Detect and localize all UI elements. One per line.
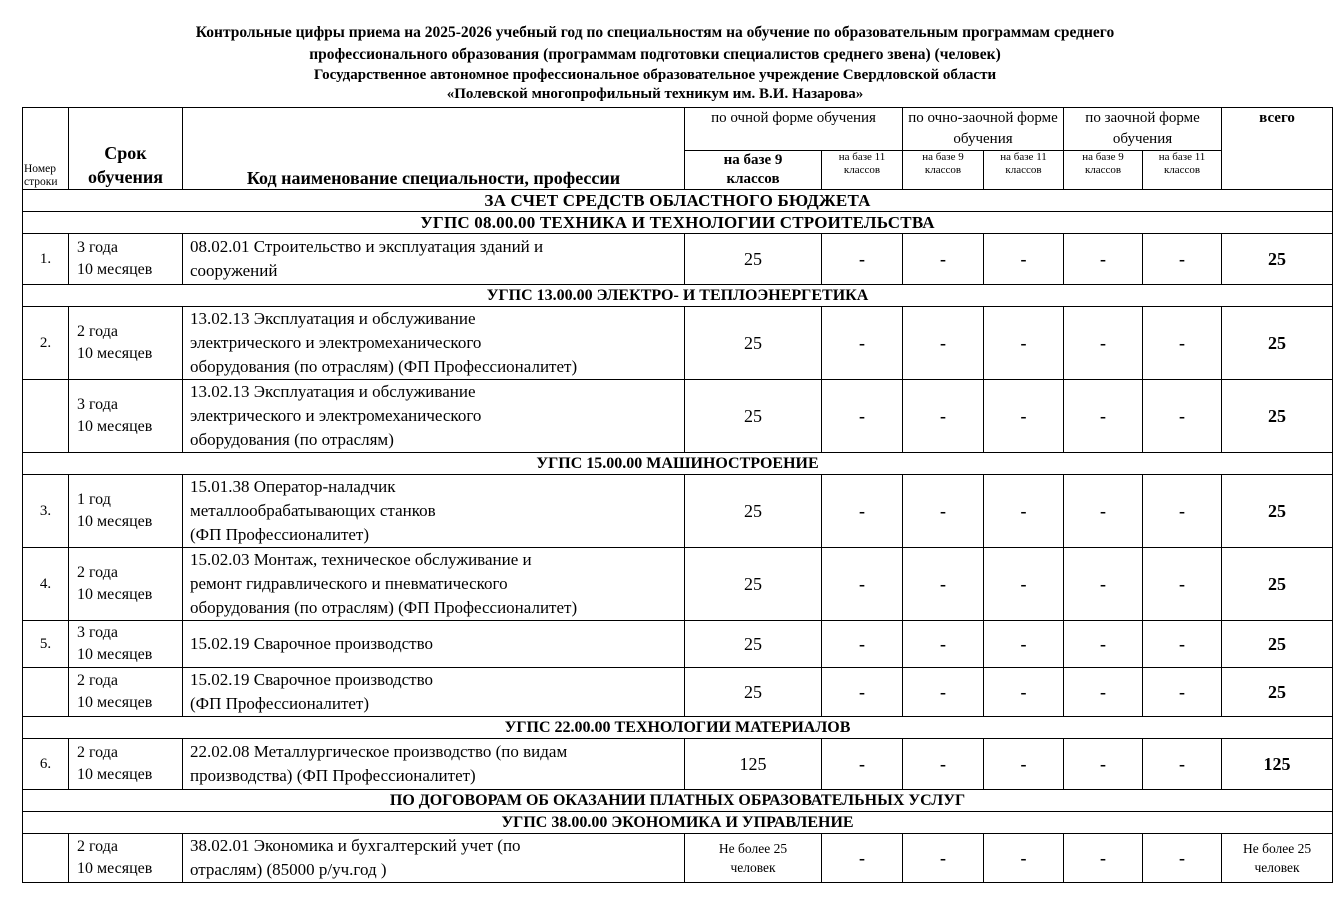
ugps-15: УГПС 15.00.00 МАШИНОСТРОЕНИЕ [23, 453, 1333, 475]
part-time-base11-cell: - [984, 475, 1064, 548]
specialty-line: отраслям) (85000 р/уч.год ) [190, 860, 387, 879]
term-cell [69, 548, 183, 621]
term-cell [69, 380, 183, 453]
part-time-base9-cell: - [903, 621, 984, 668]
term-years: 2 года [77, 323, 118, 340]
correspondence-base11-cell: - [1143, 548, 1222, 621]
full-time-base11-cell: - [822, 380, 903, 453]
row-number-cell: 3. [23, 475, 69, 548]
full-time-base9-cell: 25 [685, 548, 822, 621]
term-months: 10 месяцев [77, 513, 153, 530]
full-time-base11-cell: - [822, 834, 903, 883]
col-header-full-time-base9: на базе 9 классов [685, 151, 822, 190]
heading-line-2: профессионального образования (программам подготовки специалистов среднего звена) (человек) [309, 46, 1001, 63]
part-time-base11-cell: - [984, 548, 1064, 621]
term-years: 2 года [77, 838, 118, 855]
term-cell [69, 234, 183, 285]
term-cell [69, 621, 183, 668]
total-cell: 25 [1222, 621, 1333, 668]
term-months: 10 месяцев [77, 860, 153, 877]
table-row [23, 475, 1333, 548]
specialty-cell [183, 621, 685, 668]
total-cell: 25 [1222, 234, 1333, 285]
correspondence-base11-cell: - [1143, 234, 1222, 285]
total-cell: 25 [1222, 380, 1333, 453]
specialty-line: 15.01.38 Оператор-наладчик [190, 477, 396, 496]
specialty-line: ремонт гидравлического и пневматического [190, 574, 508, 593]
table-row [23, 380, 1333, 453]
specialty-cell [183, 668, 685, 717]
term-cell [69, 834, 183, 883]
full-time-base11-cell: - [822, 307, 903, 380]
specialty-line: оборудования (по отраслям) [190, 430, 394, 449]
specialty-line: электрического и электромеханического [190, 406, 482, 425]
full-time-base11-cell: - [822, 739, 903, 790]
term-years: 3 года [77, 239, 118, 256]
part-time-base9-cell: - [903, 668, 984, 717]
correspondence-base11-cell: - [1143, 621, 1222, 668]
correspondence-base9-cell: - [1064, 621, 1143, 668]
correspondence-base9-cell: - [1064, 380, 1143, 453]
col-header-correspondence-base9: на базе 9 классов [1064, 151, 1143, 190]
row-number-cell: 2. [23, 307, 69, 380]
row-number-cell: 6. [23, 739, 69, 790]
correspondence-base11-cell: - [1143, 739, 1222, 790]
total-line: человек [1254, 860, 1300, 875]
heading-line-1: Контрольные цифры приема на 2025-2026 учебный год по специальностям на обучение по образовательным программам среднего [195, 24, 1115, 41]
total-cell: 25 [1222, 548, 1333, 621]
part-time-base11-cell: - [984, 834, 1064, 883]
specialty-cell [183, 307, 685, 380]
term-cell [69, 739, 183, 790]
part-time-base9-cell: - [903, 834, 984, 883]
total-cell: 25 [1222, 475, 1333, 548]
full-time-base9-cell: 25 [685, 380, 822, 453]
term-years: 3 года [77, 396, 118, 413]
full-time-base9-cell: 25 [685, 668, 822, 717]
total-line: Не более 25 [1242, 841, 1312, 856]
specialty-line: 08.02.01 Строительство и эксплуатация зданий и [190, 237, 544, 256]
part-time-base9-cell: - [903, 548, 984, 621]
full-time-base9-cell: 25 [685, 475, 822, 548]
part-time-base11-cell: - [984, 668, 1064, 717]
part-time-base9-cell: - [903, 307, 984, 380]
table-row [23, 834, 1333, 883]
specialty-line: 15.02.19 Сварочное производство [190, 670, 434, 689]
value-line: человек [730, 860, 776, 875]
col-header-specialty: Код наименование специальности, профессии [183, 108, 685, 190]
part-time-base9-cell: - [903, 739, 984, 790]
term-months: 10 месяцев [77, 694, 153, 711]
full-time-base11-cell: - [822, 621, 903, 668]
correspondence-base9-cell: - [1064, 834, 1143, 883]
specialty-line: оборудования (по отраслям) (ФП Профессионалитет) [190, 357, 578, 376]
specialty-cell [183, 548, 685, 621]
ugps-22: УГПС 22.00.00 ТЕХНОЛОГИИ МАТЕРИАЛОВ [23, 717, 1333, 739]
full-time-base11-cell: - [822, 668, 903, 717]
correspondence-base9-cell: - [1064, 739, 1143, 790]
row-number-cell: 1. [23, 234, 69, 285]
full-time-base11-cell: - [822, 548, 903, 621]
term-cell [69, 307, 183, 380]
ugps-row [23, 717, 1333, 739]
term-months: 10 месяцев [77, 766, 153, 783]
part-time-base11-cell: - [984, 234, 1064, 285]
table-row [23, 668, 1333, 717]
correspondence-base11-cell: - [1143, 307, 1222, 380]
specialty-line: 22.02.08 Металлургическое производство (по видам [190, 742, 568, 761]
ugps-row [23, 453, 1333, 475]
correspondence-base9-cell: - [1064, 548, 1143, 621]
full-time-base9-cell [685, 834, 822, 883]
col-header-term: Срок обучения [69, 108, 183, 190]
ugps-row [23, 812, 1333, 834]
term-months: 10 месяцев [77, 418, 153, 435]
term-months: 10 месяцев [77, 261, 153, 278]
full-time-base9-cell: 125 [685, 739, 822, 790]
heading-line-4: «Полевской многопрофильный техникум им. В.И. Назарова» [446, 86, 864, 102]
col-header-total: всего [1222, 108, 1333, 190]
specialty-line: 38.02.01 Экономика и бухгалтерский учет (по [190, 836, 521, 855]
term-years: 2 года [77, 744, 118, 761]
correspondence-base9-cell: - [1064, 668, 1143, 717]
specialty-cell [183, 234, 685, 285]
part-time-base9-cell: - [903, 234, 984, 285]
term-years: 1 год [77, 491, 111, 508]
col-header-correspondence-base11: на базе 11 классов [1143, 151, 1222, 190]
table-row [23, 307, 1333, 380]
full-time-base11-cell: - [822, 475, 903, 548]
part-time-base9-cell: - [903, 475, 984, 548]
specialty-line: 13.02.13 Эксплуатация и обслуживание [190, 309, 476, 328]
ugps-13: УГПС 13.00.00 ЭЛЕКТРО- И ТЕПЛОЭНЕРГЕТИКА [23, 285, 1333, 307]
part-time-base11-cell: - [984, 380, 1064, 453]
specialty-cell [183, 834, 685, 883]
specialty-line: 15.02.19 Сварочное производство [190, 634, 434, 653]
specialty-line: электрического и электромеханического [190, 333, 482, 352]
col-header-row-number: Номер строки [23, 108, 69, 190]
term-cell [69, 475, 183, 548]
specialty-cell [183, 739, 685, 790]
part-time-base11-cell: - [984, 307, 1064, 380]
correspondence-base11-cell: - [1143, 475, 1222, 548]
term-months: 10 месяцев [77, 646, 153, 663]
term-years: 3 года [77, 624, 118, 641]
part-time-base9-cell: - [903, 380, 984, 453]
col-header-part-time: по очно-заочной форме обучения [903, 108, 1064, 151]
col-header-full-time-base11: на базе 11 классов [822, 151, 903, 190]
row-number-cell: 4. [23, 548, 69, 621]
total-cell: 25 [1222, 307, 1333, 380]
part-time-base11-cell: - [984, 739, 1064, 790]
specialty-cell [183, 475, 685, 548]
ugps-row [23, 212, 1333, 234]
section-row [23, 190, 1333, 212]
total-cell [1222, 834, 1333, 883]
section-paid-services: ПО ДОГОВОРАМ ОБ ОКАЗАНИИ ПЛАТНЫХ ОБРАЗОВАТЕЛЬНЫХ УСЛУГ [23, 790, 1333, 812]
correspondence-base11-cell: - [1143, 834, 1222, 883]
header-row-1 [23, 108, 1333, 151]
part-time-base11-cell: - [984, 621, 1064, 668]
col-header-part-time-base11: на базе 11 классов [984, 151, 1064, 190]
col-header-correspondence: по заочной форме обучения [1064, 108, 1222, 151]
heading-line-3: Государственное автономное профессиональное образовательное учреждение Свердловской области [313, 67, 997, 83]
term-months: 10 месяцев [77, 586, 153, 603]
row-number-cell [23, 668, 69, 717]
term-years: 2 года [77, 672, 118, 689]
full-time-base9-cell: 25 [685, 307, 822, 380]
total-cell: 25 [1222, 668, 1333, 717]
correspondence-base9-cell: - [1064, 234, 1143, 285]
specialty-line: (ФП Профессионалитет) [190, 694, 370, 713]
specialty-line: оборудования (по отраслям) (ФП Профессионалитет) [190, 598, 578, 617]
row-number-cell [23, 834, 69, 883]
col-header-full-time: по очной форме обучения [685, 108, 903, 151]
correspondence-base9-cell: - [1064, 307, 1143, 380]
specialty-line: металлообрабатывающих станков [190, 501, 436, 520]
table-row [23, 621, 1333, 668]
table-row [23, 234, 1333, 285]
full-time-base11-cell: - [822, 234, 903, 285]
term-months: 10 месяцев [77, 345, 153, 362]
correspondence-base11-cell: - [1143, 380, 1222, 453]
correspondence-base11-cell: - [1143, 668, 1222, 717]
specialty-line: 13.02.13 Эксплуатация и обслуживание [190, 382, 476, 401]
specialty-line: производства) (ФП Профессионалитет) [190, 766, 476, 785]
section-regional-budget: ЗА СЧЕТ СРЕДСТВ ОБЛАСТНОГО БЮДЖЕТА [23, 190, 1333, 212]
specialty-cell [183, 380, 685, 453]
ugps-row [23, 285, 1333, 307]
table-row [23, 548, 1333, 621]
term-cell [69, 668, 183, 717]
document-heading [0, 22, 1310, 104]
correspondence-base9-cell: - [1064, 475, 1143, 548]
value-line: Не более 25 [718, 841, 788, 856]
row-number-cell: 5. [23, 621, 69, 668]
specialty-line: сооружений [190, 261, 278, 280]
ugps-38: УГПС 38.00.00 ЭКОНОМИКА И УПРАВЛЕНИЕ [23, 812, 1333, 834]
total-cell: 125 [1222, 739, 1333, 790]
full-time-base9-cell: 25 [685, 234, 822, 285]
specialty-line: (ФП Профессионалитет) [190, 525, 370, 544]
row-number-cell [23, 380, 69, 453]
section-row [23, 790, 1333, 812]
col-header-part-time-base9: на базе 9 классов [903, 151, 984, 190]
ugps-08: УГПС 08.00.00 ТЕХНИКА И ТЕХНОЛОГИИ СТРОИТЕЛЬСТВА [23, 212, 1333, 234]
full-time-base9-cell: 25 [685, 621, 822, 668]
term-years: 2 года [77, 564, 118, 581]
specialty-line: 15.02.03 Монтаж, техническое обслуживание и [190, 550, 532, 569]
admission-quota-table [22, 107, 1333, 883]
table-row [23, 739, 1333, 790]
